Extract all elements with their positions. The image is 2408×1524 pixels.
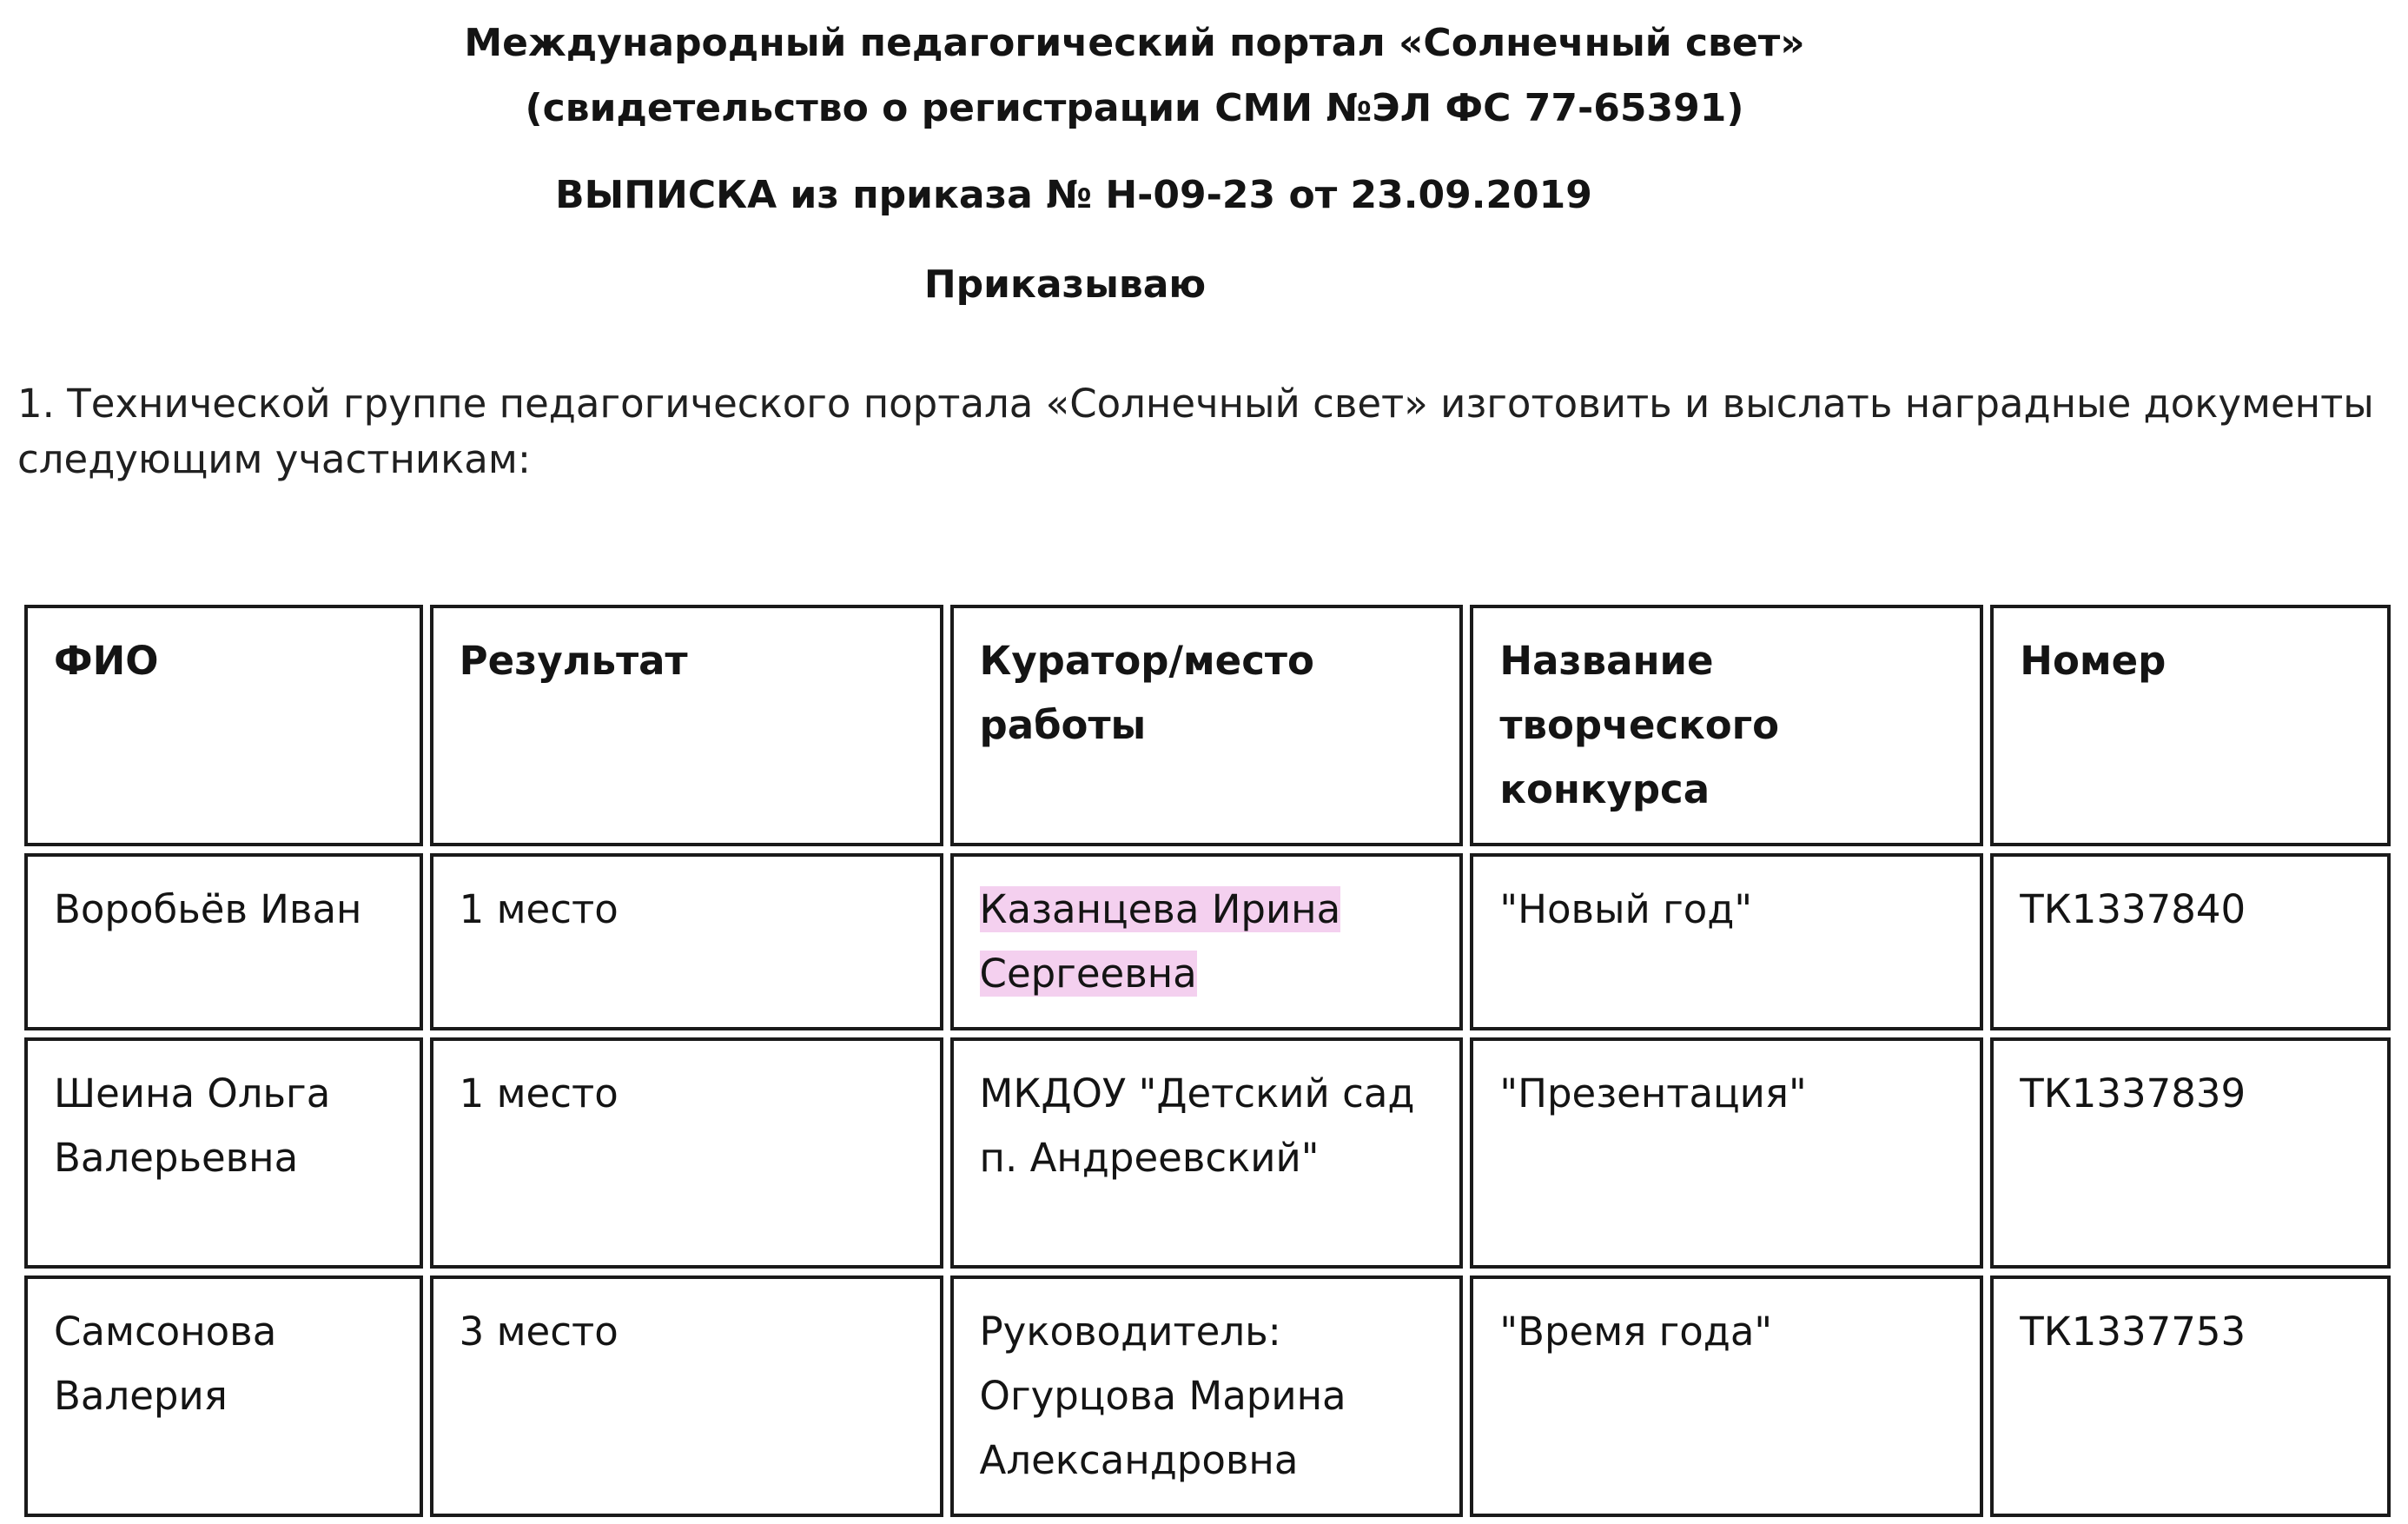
- cell-contest: "Новый год": [1470, 853, 1983, 1030]
- header-number: Номер: [1990, 605, 2391, 846]
- registration-line: (свидетельство о регистрации СМИ №ЭЛ ФС 77-65391): [525, 86, 1744, 130]
- table-row: [24, 853, 2391, 1030]
- cell-result: 1 место: [430, 853, 943, 1030]
- table-header-row: [24, 605, 2391, 846]
- cell-name: Самсонова Валерия: [24, 1276, 423, 1517]
- header-name: ФИО: [24, 605, 423, 846]
- cell-curator: [950, 853, 1464, 1030]
- cell-number: ТК1337839: [1990, 1037, 2391, 1269]
- cell-contest: "Время года": [1470, 1276, 1983, 1517]
- participants-table: [17, 598, 2398, 1524]
- cell-name: Воробьёв Иван: [24, 853, 423, 1030]
- order-paragraph: 1. Технической группе педагогического портала «Солнечный свет» изготовить и выслать наградные документы следующим участникам:: [17, 381, 2374, 482]
- cell-curator: Руководитель: Огурцова Марина Александровна: [950, 1276, 1464, 1517]
- header-curator: Куратор/место работы: [950, 605, 1464, 846]
- order-heading: Приказываю: [923, 262, 1207, 307]
- table-row: [24, 1037, 2391, 1269]
- header-contest: Название творческого конкурса: [1470, 605, 1983, 846]
- cell-result: 1 место: [430, 1037, 943, 1269]
- order-extract-title: ВЫПИСКА из приказа № Н-09-23 от 23.09.2019: [555, 173, 1592, 217]
- cell-contest: "Презентация": [1470, 1037, 1983, 1269]
- cell-result: 3 место: [430, 1276, 943, 1517]
- cell-number: ТК1337753: [1990, 1276, 2391, 1517]
- cell-name: Шеина Ольга Валерьевна: [24, 1037, 423, 1269]
- portal-title: Международный педагогический портал «Солнечный свет»: [464, 21, 1805, 65]
- highlighted-curator-name: Казанцева Ирина Сергеевна: [979, 886, 1341, 997]
- header-result: Результат: [430, 605, 943, 846]
- cell-number: ТК1337840: [1990, 853, 2391, 1030]
- cell-curator: МКДОУ "Детский сад п. Андреевский": [950, 1037, 1464, 1269]
- table-row: [24, 1276, 2391, 1517]
